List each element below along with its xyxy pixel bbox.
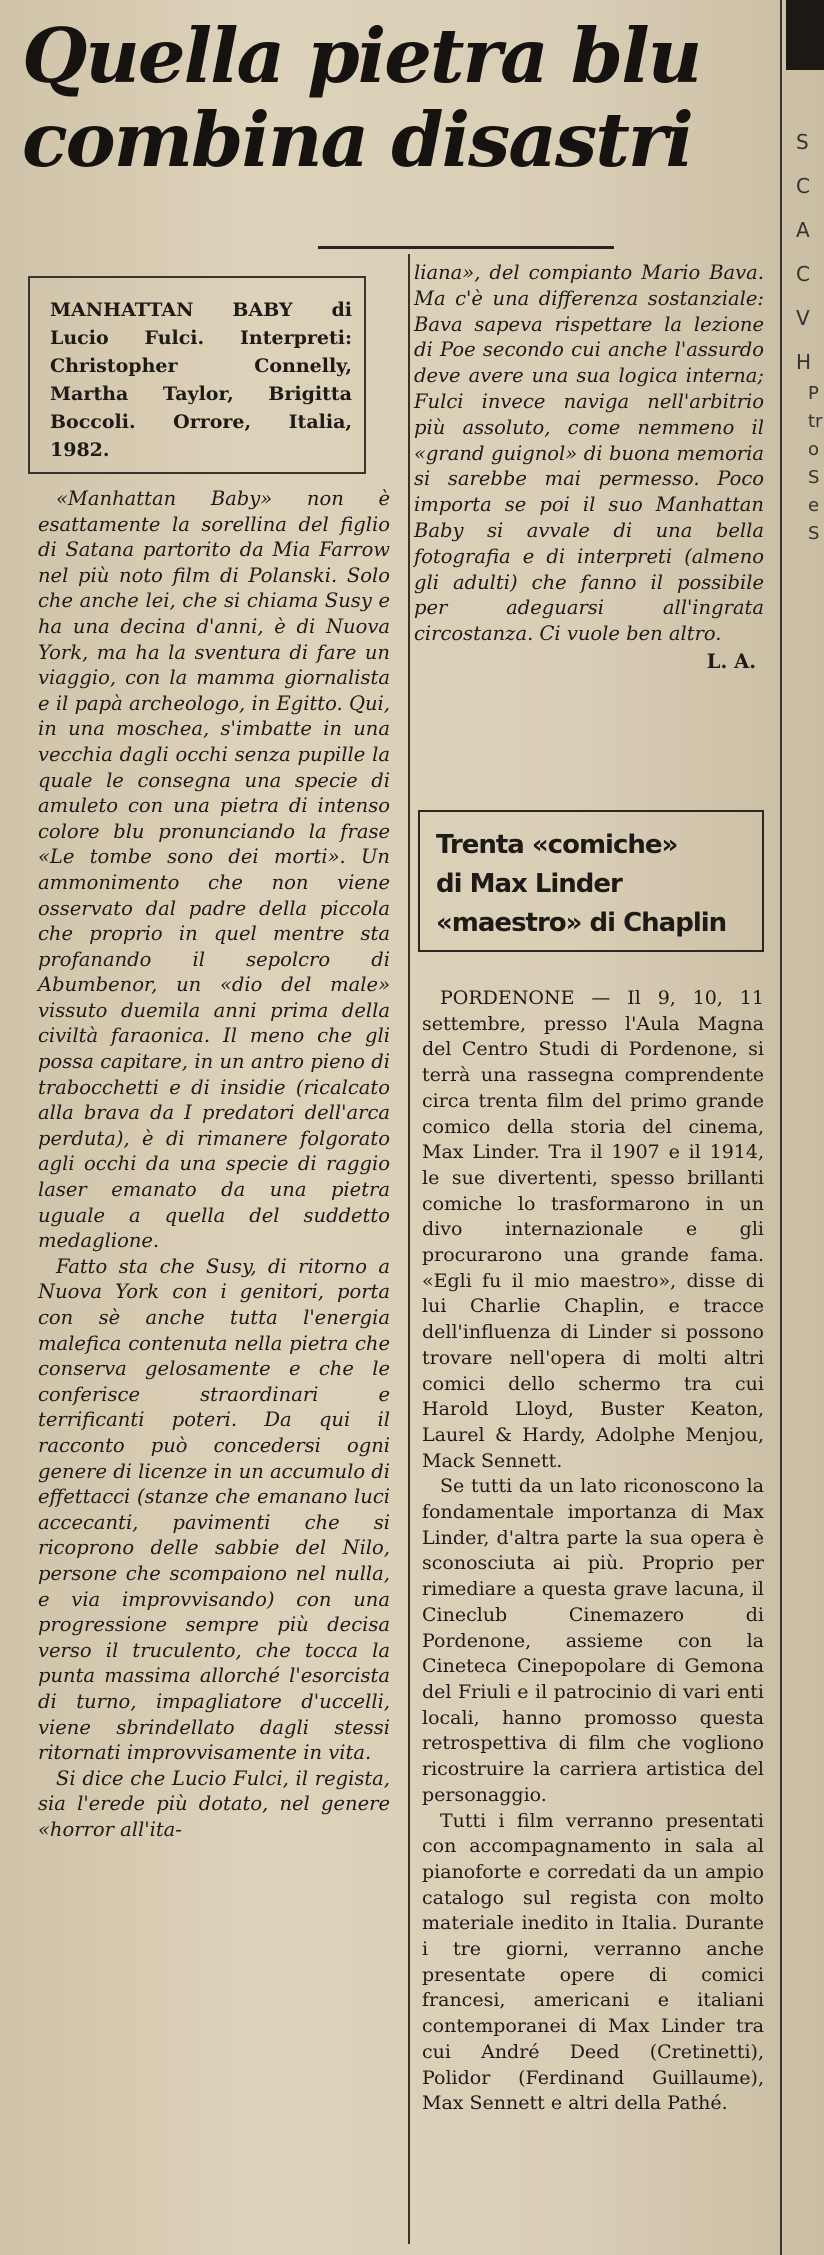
column-divider (408, 254, 410, 2244)
film-credits: MANHATTAN BABY di Lucio Fulci. Interpreti: Christopher Connelly, Martha Taylor, Brigitta Boccoli. Orrore, Italia, 1982. (50, 299, 352, 461)
article-paragraph: Se tutti da un lato riconoscono la fondamentale importanza di Max Linder, d'altra parte la sua opera è sconosciuta ai più. Proprio per rimediare a questa grave lacuna, il Cineclub Cinemazero di Pordenone, assieme con la Cineteca Cinepopolare di Gemona del Friuli e il patrocinio di vari enti locali, hanno promosso questa retrospettiva di film che vogliono ricostruire la carriera artistica del personaggio. (422, 1475, 764, 1806)
article-paragraph: Tutti i film verranno presentati con accompagnamento in sala al pianoforte e corredati da un ampio catalogo sul regista con molto materiale inedito in Italia. Durante i tre giorni, verranno anche presentate opere di comici francesi, americani e italiani contemporanei di Max Linder tra cui André Deed (Cretinetti), Polidor (Ferdinand Guillaume), Max Sennett e altri della Pathé. (422, 1809, 764, 2115)
review-column-right (414, 260, 764, 675)
review-column-left (38, 486, 390, 1842)
review-signature: L. A. (706, 649, 756, 673)
adjacent-column-fragment (786, 0, 824, 70)
headline (22, 14, 762, 182)
review-continuation: liana», del compianto Mario Bava. Ma c'è una differenza sostanziale: Bava sapeva rispettare la lezione di Poe secondo cui anche l'assurdo deve avere una sua logica interna; Fulci invece naviga nell'arbitrio più assoluto, come nemmeno il «grand guignol» di buona memoria si sarebbe mai permesso. Poco importa se poi il suo Manhattan Baby si avvale di una bella fotografia e di interpreti (almeno gli adulti) che fanno il possibile per adeguarsi all'ingrata circostanza. Ci vuole ben altro. (414, 261, 764, 646)
article-paragraph: PORDENONE — Il 9, 10, 11 settembre, presso l'Aula Magna del Centro Studi di Pordenone, si terrà una rassegna comprendente circa trenta film del primo grande comico della storia del cinema, Max Linder. Tra il 1907 e il 1914, le sue divertenti, spesso brillanti comiche lo trasformarono in un divo internazionale e gli procurarono una grande fama. «Egli fu il mio maestro», disse di lui Charlie Chaplin, e tracce dell'influenza di Linder si possono trovare nell'opera di molti altri comici dello schermo tra cui Harold Lloyd, Buster Keaton, Laurel & Hardy, Adolphe Menjou, Mack Sennett. (422, 987, 764, 1472)
adjacent-column-letters: S C A C V H (796, 130, 812, 374)
article-title-line-2: di Max Linder (436, 869, 622, 899)
adjacent-column-letters-lower: P tr o S e S (808, 383, 823, 544)
headline-rule (318, 246, 614, 249)
headline-line-1: Quella pietra blu (22, 12, 701, 100)
review-paragraph: «Manhattan Baby» non è esattamente la sorellina del figlio di Satana partorito da Mia Farrow nel più noto film di Polanski. Solo che anche lei, che si chiama Susy e ha una decina d'anni, è di Nuova York, ma ha la sventura di fare un viaggio, con la mamma giornalista e il papà archeologo, in Egitto. Qui, in una moschea, s'imbatte in una vecchia dagli occhi senza pupille la quale le consegna una specie di amuleto con una pietra di intenso colore blu pronunciando la frase «Le tombe sono dei morti». Un ammonimento che non viene osservato dal padre della piccola che proprio in quel mentre sta profanando il sepolcro di Abumbenor, un «dio del male» vissuto duemila anni prima della civiltà faraonica. Il meno che gli possa capitare, in un antro pieno di trabocchetti e di insidie (ricalcato alla brava da I predatori dell'arca perduta), è di rimanere folgorato agli occhi da una specie di raggio laser emanato da una pietra uguale a quella del suddetto medaglione. (38, 487, 390, 1253)
review-paragraph: Si dice che Lucio Fulci, il regista, sia l'erede più dotato, nel genere «horror all'ita- (38, 1766, 390, 1841)
review-paragraph: Fatto sta che Susy, di ritorno a Nuova York con i genitori, porta con sè anche tutta l'energia malefica contenuta nella pietra che conserva gelosamente e che le conferisce straordinari e terrificanti poteri. Da qui il racconto può concedersi ogni genere di licenze in un accumulo di effettacci (stanze che emanano luci accecanti, pavimenti che si ricoprono delle sabbie del Nilo, persone che scompaiono nel nulla, e via improvvisando) con una progressione sempre più decisa verso il truculento, che tocca la punta massima allorché l'esorcista di turno, impagliatore d'uccelli, viene sbrindellato dagli stessi ritornati improvvisamente in vita. (38, 1254, 390, 1765)
headline-line-2: combina disastri (22, 96, 692, 184)
column-divider-right (780, 0, 782, 2255)
article-body (422, 986, 764, 2117)
article-title-box (418, 810, 764, 952)
article-title-line-1: Trenta «comiche» (436, 830, 678, 860)
article-title-line-3: «maestro» di Chaplin (436, 908, 727, 938)
film-credits-box (28, 276, 366, 474)
